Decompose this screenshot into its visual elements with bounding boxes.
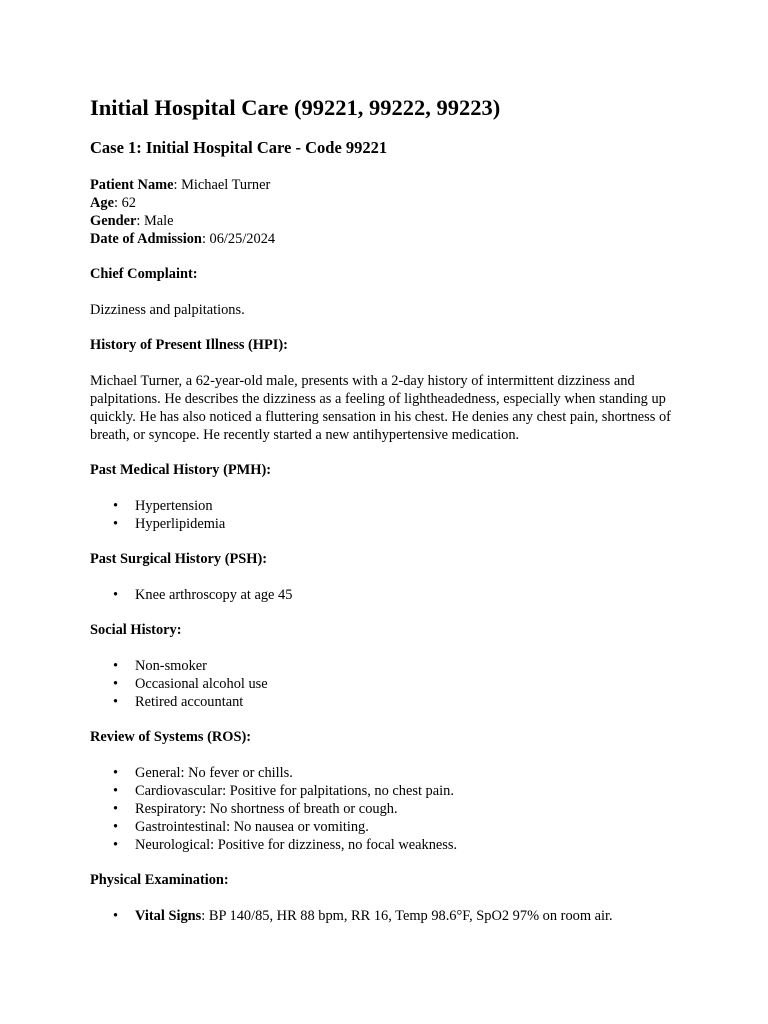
patient-name-field: [90, 176, 690, 194]
admission-date-label: Date of Admission: [90, 231, 202, 247]
ros-heading: Review of Systems (ROS):: [90, 729, 252, 745]
document-page: [90, 94, 690, 925]
physical-exam-heading: Physical Examination:: [90, 872, 229, 888]
pmh-heading: Past Medical History (PMH):: [90, 462, 272, 478]
document-title: Initial Hospital Care (99221, 99222, 99223): [90, 95, 501, 120]
list-item: • Hyperlipidemia: [135, 515, 690, 533]
patient-age-field: [90, 194, 690, 212]
ros-list: [90, 764, 690, 854]
physical-exam-list: [90, 907, 690, 925]
list-item: • Cardiovascular: Positive for palpitations, no chest pain.: [135, 782, 690, 800]
patient-age-value: : 62: [113, 195, 136, 211]
patient-gender-field: [90, 212, 690, 230]
hpi-heading: History of Present Illness (HPI):: [90, 337, 288, 353]
list-item: • Non-smoker: [135, 657, 690, 675]
chief-complaint-heading: Chief Complaint:: [90, 266, 198, 282]
social-history-heading: Social History:: [90, 622, 182, 638]
admission-date-field: [90, 230, 690, 248]
patient-gender-value: : Male: [136, 213, 174, 229]
patient-info: [90, 176, 690, 248]
case-heading: Case 1: Initial Hospital Care - Code 99221: [90, 138, 388, 157]
list-item: • Knee arthroscopy at age 45: [135, 586, 690, 604]
chief-complaint-text: Dizziness and palpitations.: [90, 302, 245, 318]
list-item: • Neurological: Positive for dizziness, no focal weakness.: [135, 836, 690, 854]
vital-signs-value: : BP 140/85, HR 88 bpm, RR 16, Temp 98.6°F, SpO2 97% on room air.: [201, 908, 613, 924]
list-item: • Retired accountant: [135, 693, 690, 711]
patient-gender-label: Gender: [90, 213, 137, 229]
list-item: • Gastrointestinal: No nausea or vomiting.: [135, 818, 690, 836]
patient-name-label: Patient Name: [90, 177, 174, 193]
list-item: • Respiratory: No shortness of breath or cough.: [135, 800, 690, 818]
social-history-list: [90, 657, 690, 711]
list-item: [135, 907, 690, 925]
patient-name-value: : Michael Turner: [173, 177, 271, 193]
list-item: • General: No fever or chills.: [135, 764, 690, 782]
patient-age-label: Age: [90, 195, 114, 211]
pmh-list: [90, 497, 690, 533]
hpi-text: Michael Turner, a 62-year-old male, presents with a 2-day history of intermittent dizziness and palpitations. He describes the dizziness as a feeling of lightheadedness, especially when standing up quickly. He has also noticed a fluttering sensation in his chest. He denies any chest pain, shortness of breath, or syncope. He recently started a new antihypertensive medication.: [90, 373, 671, 443]
list-item: • Hypertension: [135, 497, 690, 515]
psh-list: [90, 586, 690, 604]
psh-heading: Past Surgical History (PSH):: [90, 551, 268, 567]
list-item: • Occasional alcohol use: [135, 675, 690, 693]
admission-date-value: : 06/25/2024: [201, 231, 276, 247]
vital-signs-label: Vital Signs: [135, 908, 202, 924]
